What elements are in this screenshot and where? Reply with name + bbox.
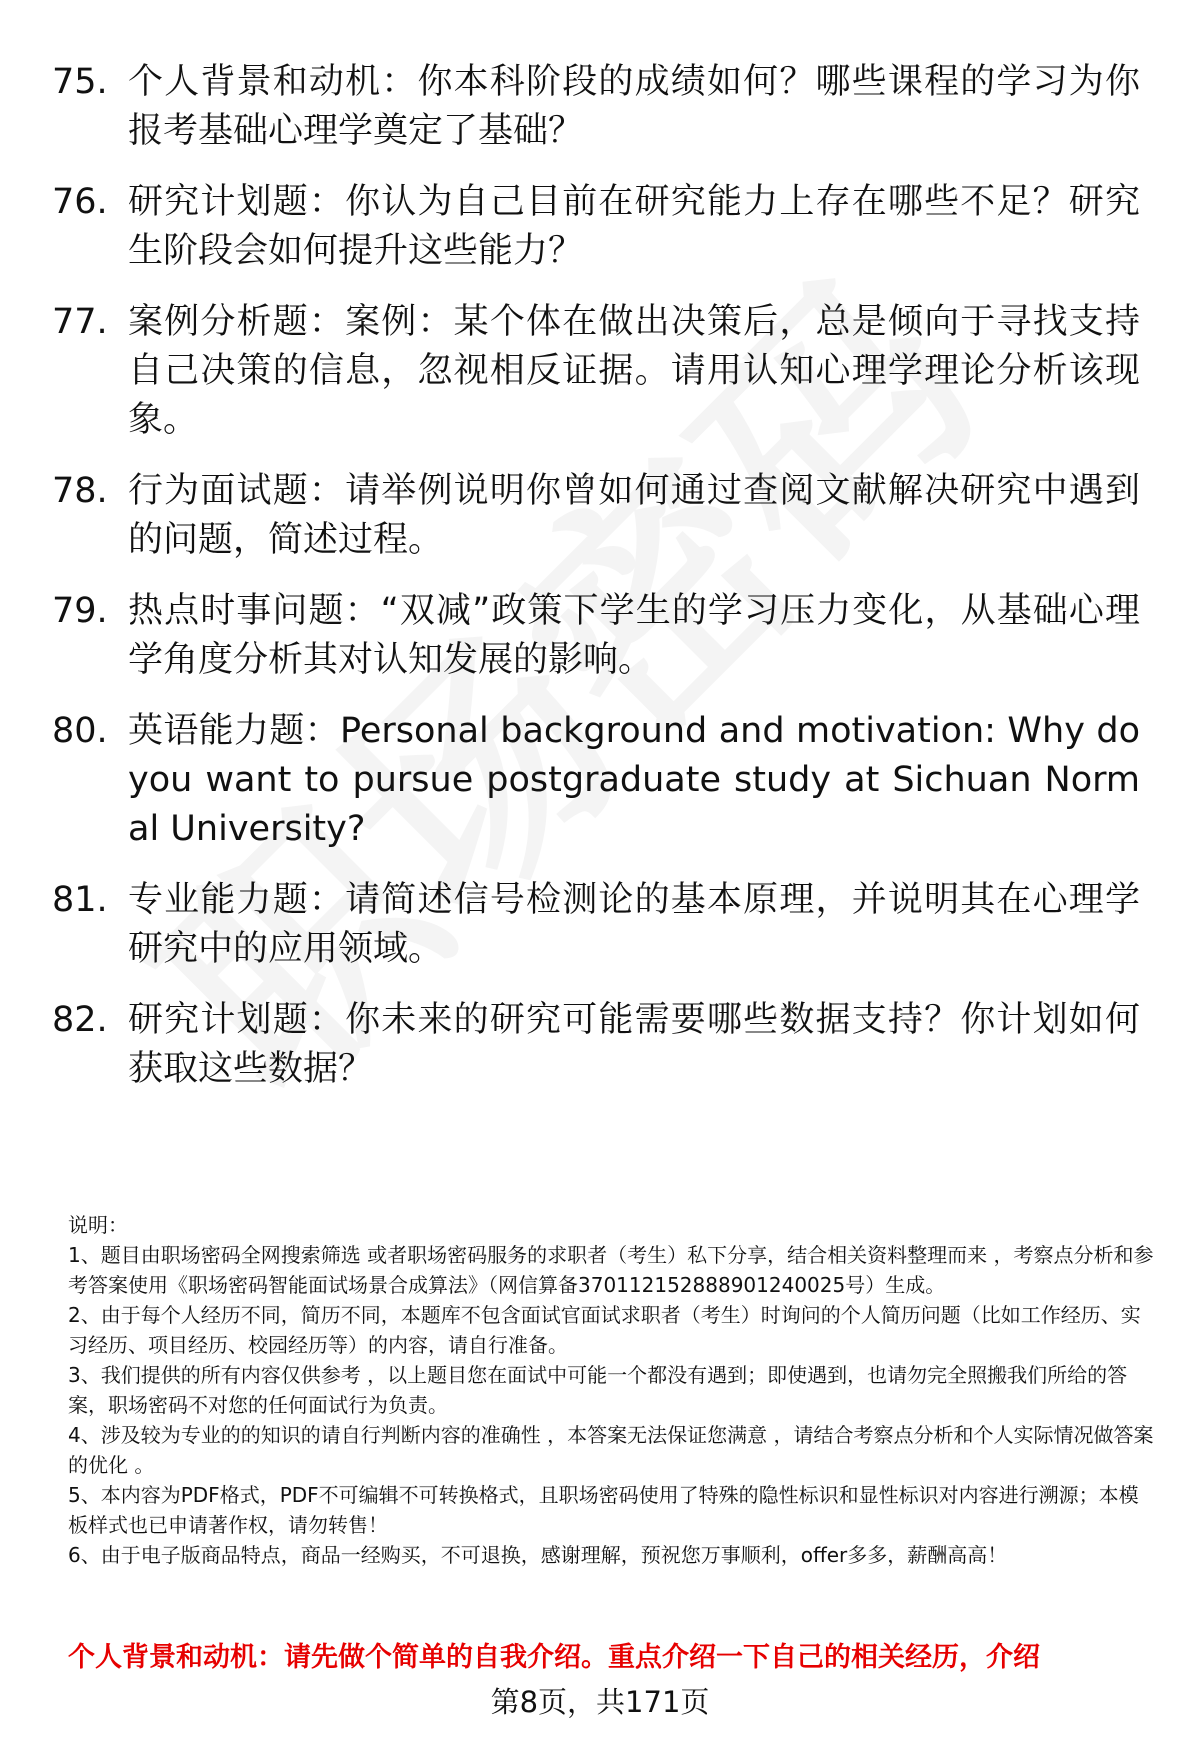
notes-heading: 说明： (68, 1213, 128, 1237)
question-number: 77. (52, 302, 108, 342)
question-item (52, 178, 1140, 276)
question-number: 80. (52, 711, 108, 751)
question-text: 研究计划题：你认为自己目前在研究能力上存在哪些不足？研究生阶段会如何提升这些能力？ (128, 182, 1140, 271)
question-text: 研究计划题：你未来的研究可能需要哪些数据支持？你计划如何获取这些数据？ (128, 1000, 1140, 1089)
question-number: 82. (52, 1000, 108, 1040)
question-text: 专业能力题：请简述信号检测论的基本原理，并说明其在心理学研究中的应用领域。 (128, 880, 1140, 969)
notes-section (68, 1210, 1158, 1570)
question-item (52, 707, 1140, 854)
note-item: 4、涉及较为专业的的知识的请自行判断内容的准确性 ，本答案无法保证您满意 ，请结合考察点分析和个人实际情况做答案的优化 。 (68, 1423, 1154, 1477)
question-item (52, 298, 1140, 445)
question-text: 案例分析题：案例：某个体在做出决策后，总是倾向于寻找支持自己决策的信息，忽视相反证据。请用认知心理学理论分析该现象。 (128, 302, 1140, 440)
question-item (52, 587, 1140, 685)
question-number: 75. (52, 62, 108, 102)
note-item: 5、本内容为PDF格式，PDF不可编辑不可转换格式，且职场密码使用了特殊的隐性标识和显性标识对内容进行溯源；本模板样式也已申请著作权，请勿转售！ (68, 1483, 1139, 1537)
next-question-highlight: 个人背景和动机：请先做个简单的自我介绍。重点介绍一下自己的相关经历，介绍 (68, 1642, 1040, 1673)
question-item (52, 996, 1140, 1094)
question-item (52, 58, 1140, 156)
question-number: 79. (52, 591, 108, 631)
question-item (52, 876, 1140, 974)
note-item: 2、由于每个人经历不同，简历不同，本题库不包含面试官面试求职者（考生）时询问的个人简历问题（比如工作经历、实习经历、项目经历、校园经历等）的内容，请自行准备。 (68, 1303, 1141, 1357)
question-list (52, 58, 1140, 1116)
question-number: 81. (52, 880, 108, 920)
question-item (52, 467, 1140, 565)
question-number: 78. (52, 471, 108, 511)
question-number: 76. (52, 182, 108, 222)
note-item: 1、题目由职场密码全网搜索筛选 或者职场密码服务的求职者（考生）私下分享，结合相关资料整理而来 ，考察点分析和参考答案使用《职场密码智能面试场景合成算法》（网信算备370112152888901240025号）生成。 (68, 1243, 1154, 1297)
question-text: 热点时事问题：“双减”政策下学生的学习压力变化，从基础心理学角度分析其对认知发展的影响。 (128, 591, 1140, 680)
note-item: 6、由于电子版商品特点，商品一经购买，不可退换，感谢理解，预祝您万事顺利，offer多多，薪酬高高！ (68, 1543, 1008, 1567)
question-text: 英语能力题：Personal background and motivation: Why do you want to pursue postgraduate study at Sichuan Normal University? (128, 711, 1140, 849)
note-item: 3、我们提供的所有内容仅供参考 ，以上题目您在面试中可能一个都没有遇到；即使遇到，也请勿完全照搬我们所给的答案，职场密码不对您的任何面试行为负责。 (68, 1363, 1128, 1417)
question-text: 个人背景和动机：你本科阶段的成绩如何？哪些课程的学习为你报考基础心理学奠定了基础？ (128, 62, 1140, 151)
page-number: 第8页，共171页 (490, 1685, 710, 1719)
question-text: 行为面试题：请举例说明你曾如何通过查阅文献解决研究中遇到的问题，简述过程。 (128, 471, 1140, 560)
